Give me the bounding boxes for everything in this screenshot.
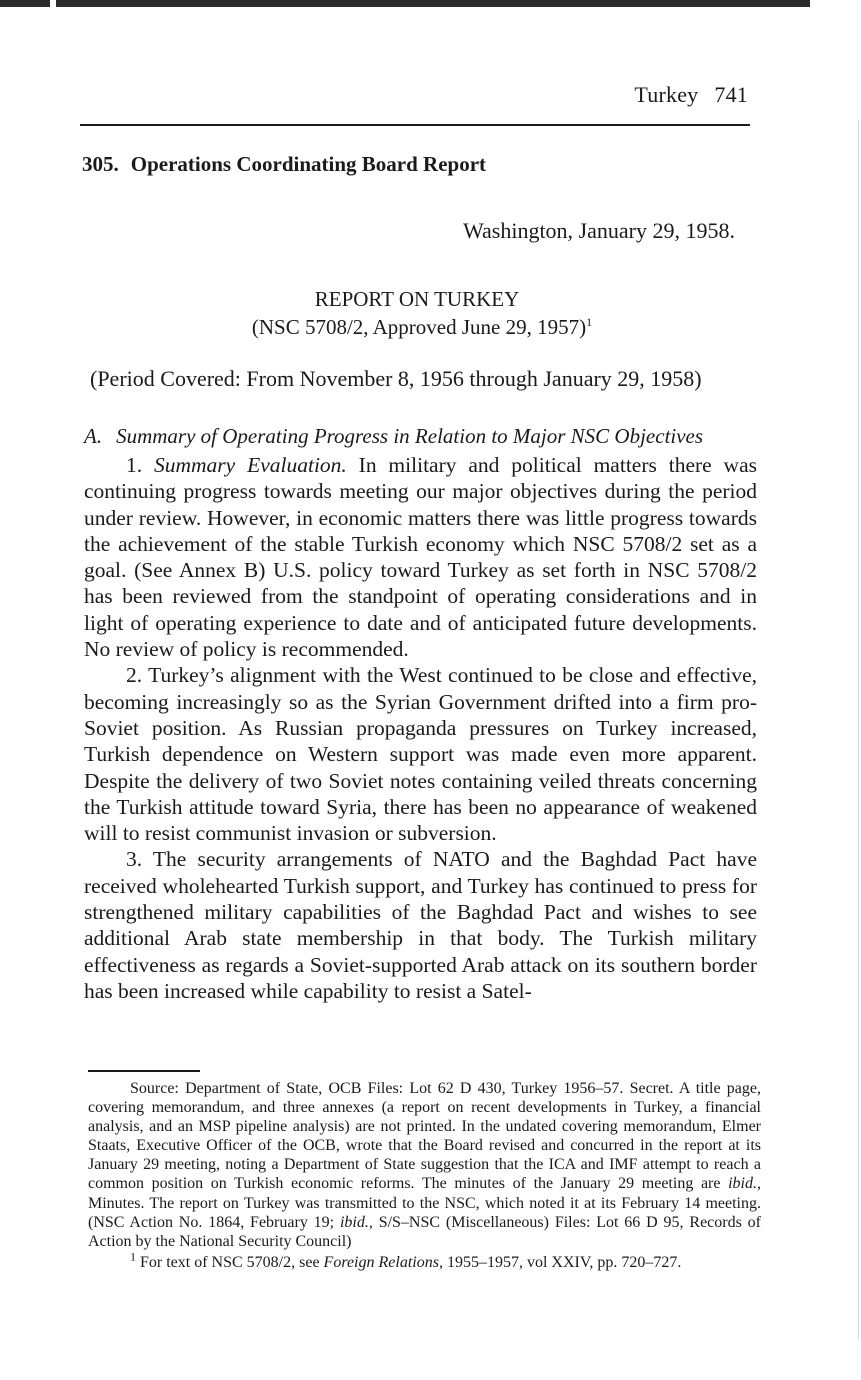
paragraph-number: 3. [126,847,143,872]
section-a-heading [84,424,703,449]
body-text [84,452,757,1004]
source-note-text: Minutes. The report on Turkey was transmitted to the NSC, which noted it at its February 14 meeting. (NSC Action No. 1864, February 19; [88,1194,761,1231]
paragraph-lead: Summary Evaluation. [154,453,347,477]
paragraph-text: The security arrangements of NATO and the Baghdad Pact have received wholehearted Turkish support, and Turkey has continued to press for strengthened military capabilities of the Baghdad Pact and wishes to see additional Arab state membership in that body. The Turkish military effectiveness as regards a Soviet-supported Arab attack on its southern border has been increased while capability to resist a Satel- [84,847,757,1003]
dateline: Washington, January 29, 1958. [463,218,735,243]
page-number: 741 [714,82,748,107]
scan-edge-gap [50,0,56,7]
paragraph-3 [84,846,757,1004]
paragraph-text: Turkey’s alignment with the West continued to be close and effective, becoming increasingly so as the Syrian Government drifted into a firm pro-Soviet position. As Russian propaganda pressures on Turkey increased, Turkish dependence on Western support was made even more apparent. Despite the delivery of two Soviet notes containing veiled threats concerning the Turkish attitude toward Syria, there has been no appearance of weakened will to resist communist invasion or subversion. [84,663,757,846]
running-head-text [634,82,748,108]
report-title-block [82,285,752,341]
paragraph-1 [84,452,757,662]
footnote-rule [88,1070,200,1072]
report-title: REPORT ON TURKEY [314,287,520,311]
source-note-text: Source: Department of State, OCB Files: Lot 62 D 430, Turkey 1956–57. Secret. A title page, covering memorandum, and three annexes (a report on recent developments in Turkey, a financial analysis, and an MSP pipeline analysis) are not printed. In the undated covering memorandum, Elmer Staats, Executive Officer of the OCB, wrote that the Board revised and concurred in the report at its January 29 meeting, noting a Department of State suggestion that the ICA and IMF attempt to reach a common position on Turkish economic reforms. The minutes of the January 29 meeting are [88,1080,761,1193]
paragraph-number: 2. [126,663,143,688]
document-heading [82,152,486,177]
running-head [80,80,750,126]
source-note [88,1079,761,1251]
footnote-ref-1: 1 [586,315,593,329]
footnote-1-mark: 1 [130,1249,136,1264]
section-title: Summary of Operating Progress in Relation to Major NSC Objectives [116,424,704,448]
scan-edge-top [0,0,810,7]
report-subtitle [92,313,752,341]
scan-edge-right [858,120,859,1340]
paragraph-2 [84,662,757,846]
paragraph-number: 1. [126,453,143,477]
document-title: Operations Coordinating Board Report [130,152,487,176]
footnote-1-text: 1955–1957, vol XXIV, pp. 720–727. [442,1253,682,1271]
source-note-ibid: ibid., [728,1175,761,1193]
period-covered: (Period Covered: From November 8, 1956 through January 29, 1958) [90,366,702,391]
footnote-1 [88,1249,761,1272]
running-head-title: Turkey [634,82,699,107]
footnotes [88,1079,761,1272]
source-note-text: S/S–NSC (Miscellaneous) Files: Lot 66 D 95, Records of Action by the National Security Council) [88,1213,761,1250]
footnote-1-italic: Foreign Relations, [323,1253,443,1271]
source-note-ibid: ibid., [339,1213,373,1231]
footnote-1-text: For text of NSC 5708/2, see [136,1253,324,1271]
section-letter: A. [84,424,103,448]
report-subtitle-text: (NSC 5708/2, Approved June 29, 1957) [251,315,587,339]
paragraph-text: In military and political matters there was continuing progress towards meeting our major objectives during the period under review. However, in economic matters there was little progress towards the achievement of the stable Turkish economy which NSC 5708/2 set as a goal. (See Annex B) U.S. policy toward Turkey as set forth in NSC 5708/2 has been reviewed from the standpoint of operating considerations and in light of operating experience to date and of anticipated future developments. No review of policy is recommended. [84,453,757,662]
document-number: 305. [82,152,119,176]
